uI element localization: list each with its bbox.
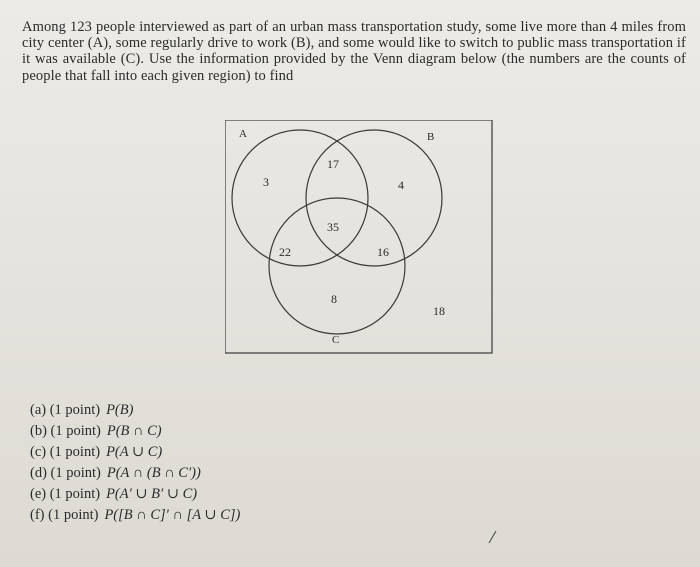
label-a: A [239, 128, 247, 140]
pen-mark [489, 531, 497, 544]
question-expression: P(B) [106, 402, 134, 418]
region-b-c-only: 16 [377, 245, 389, 259]
question-label: (f) (1 point) [30, 507, 99, 523]
question-expression: P(A′ ∪ B′ ∪ C) [106, 486, 198, 502]
question-expression: P(A ∪ C) [106, 444, 163, 460]
region-outside: 18 [433, 304, 445, 318]
question-expression: P(A ∩ (B ∩ C′)) [106, 465, 201, 481]
region-a-b-c: 35 [327, 220, 339, 234]
question-expression: P(B ∩ C) [106, 423, 162, 439]
question-b [30, 421, 240, 442]
question-label: (b) (1 point) [30, 423, 101, 439]
question-c [30, 442, 240, 463]
question-label: (a) (1 point) [30, 402, 101, 418]
region-a-b-only: 17 [327, 157, 339, 171]
question-d [30, 463, 240, 484]
question-expression: P([B ∩ C]′ ∩ [A ∪ C]) [104, 507, 241, 523]
question-label: (e) (1 point) [30, 486, 101, 502]
question-label: (c) (1 point) [30, 444, 101, 460]
question-label: (d) (1 point) [30, 465, 101, 481]
problem-intro: Among 123 people interviewed as part of an urban mass transportation study, some live more than 4 miles from city center (A), some regularly drive to work (B), and some would like to switch to public mass transportation if it was available (C). Use the information provided by the Venn diagram below (the numbers are the counts of people that fall into each given region) to find [22, 18, 686, 84]
region-a-c-only: 22 [279, 245, 291, 259]
label-b: B [427, 131, 435, 143]
region-c-only: 8 [331, 292, 337, 306]
circle-a [232, 130, 368, 266]
question-list [30, 400, 240, 526]
label-c: C [332, 334, 340, 346]
circle-c [269, 198, 405, 334]
venn-diagram [225, 120, 495, 355]
question-f [30, 505, 240, 526]
region-b-only: 4 [398, 178, 404, 192]
question-a [30, 400, 240, 421]
question-e [30, 484, 240, 505]
region-a-only: 3 [263, 175, 269, 189]
universe-box [225, 120, 492, 353]
circle-b [306, 130, 442, 266]
